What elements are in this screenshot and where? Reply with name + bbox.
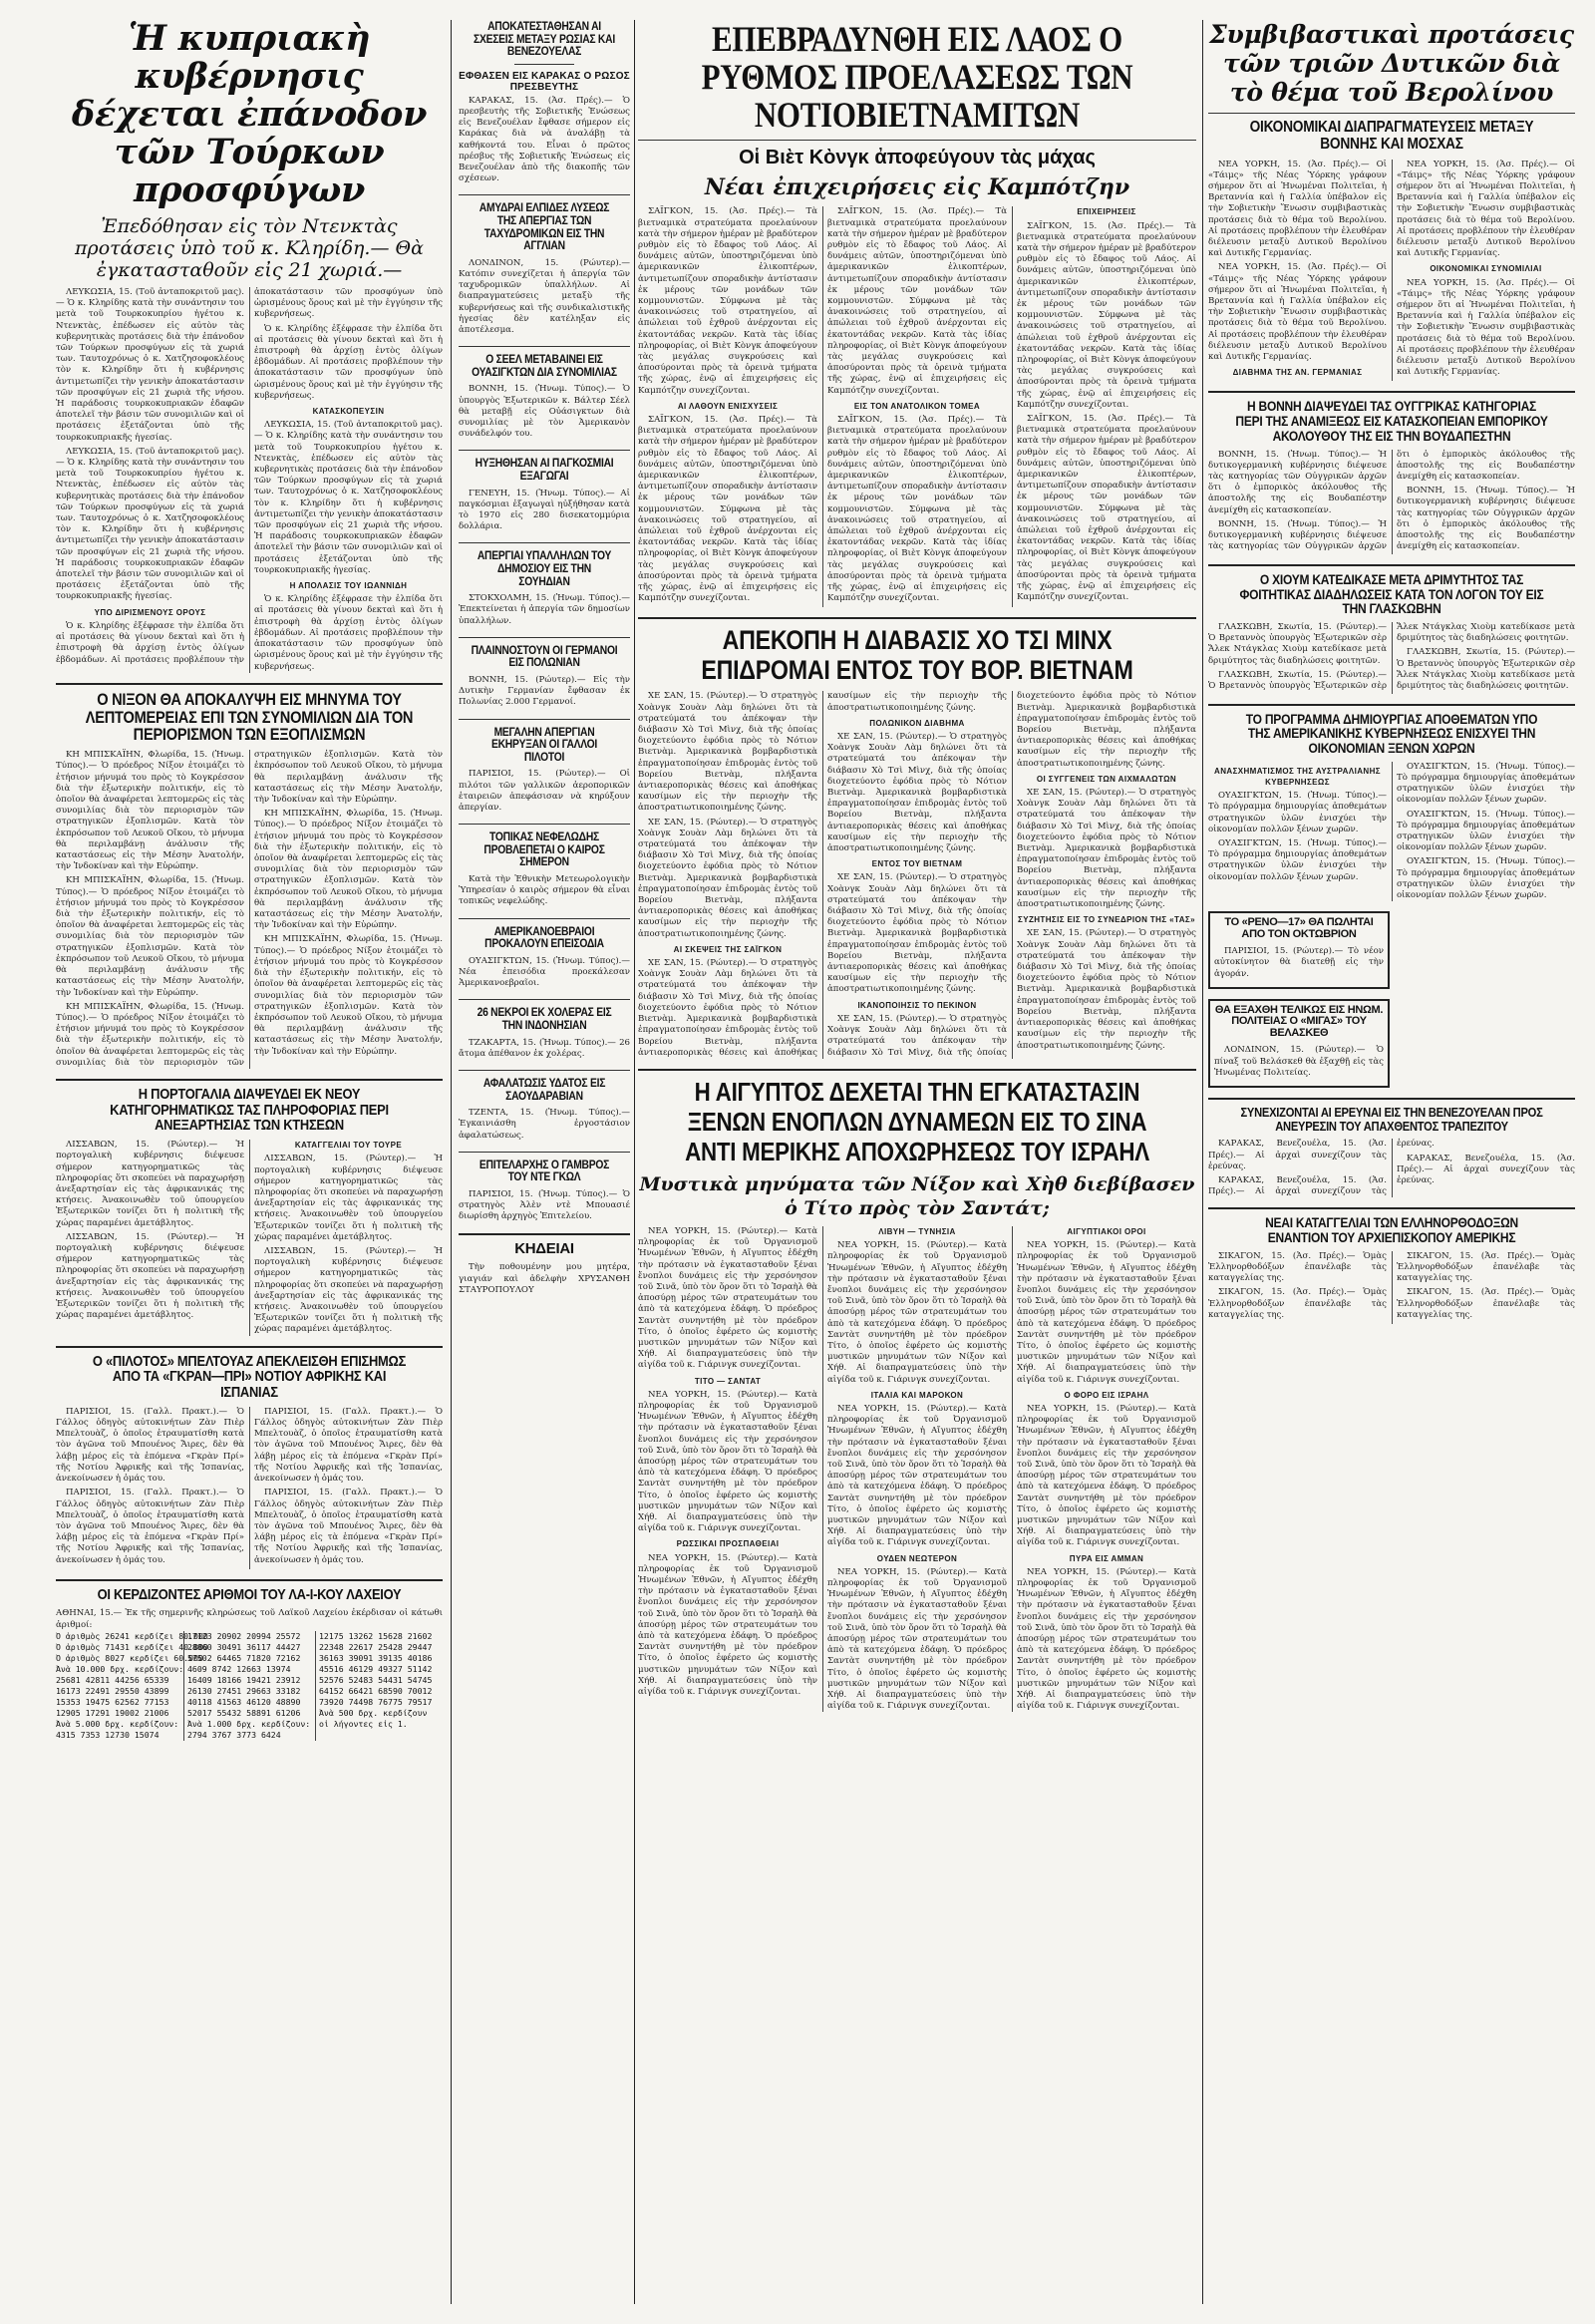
lottery-line: 40118 41563 46120 48890 xyxy=(187,1696,301,1707)
article-body xyxy=(56,1407,443,1569)
section-heading: ΛΙΒΥΗ — ΤΥΝΗΣΙΑ xyxy=(878,1226,956,1236)
headline: ΗΥΞΗΘΗΣΑΝ ΑΙ ΠΑΓΚΟΣΜΙΑΙ ΕΞΑΓΩΓΑΙ xyxy=(475,456,614,483)
article-body xyxy=(1214,946,1384,980)
divider xyxy=(638,617,1196,619)
lottery-line: Ἀνὰ 10.000 δρχ. κερδίζουν: xyxy=(56,1663,184,1674)
paragraph: Ὁ κ. Κληρίδης ἐξέφρασε τὴν ἐλπίδα ὅτι αἱ προτάσεις θὰ γίνουν δεκταὶ καὶ ὅτι ἡ ἐπιστροφὴ θὰ ἀρχίσῃ ἐντὸς ὀλίγων ἑβδομάδων. Αἱ προτάσεις προβλέπουν τὴν ἀποκατάστασιν τῶν προσφύγων ὑπὸ ὡρισμένους ὅρους καὶ μὲ τὴν ἐγγύησιν τῆς κυβερνήσεως. xyxy=(254,323,443,401)
lottery-numbers xyxy=(56,1631,443,1741)
section-heading: ΟΙ ΣΥΓΓΕΝΕΙΣ ΤΩΝ ΑΙΧΜΑΛΩΤΩΝ xyxy=(1036,774,1177,784)
lottery-line: 25681 42811 44256 65339 xyxy=(56,1674,169,1685)
article-body xyxy=(1208,1251,1575,1324)
headline: ΑΠΟΚΑΤΕΣΤΑΘΗΣΑΝ ΑΙ ΣΧΕΣΕΙΣ ΜΕΤΑΞΥ ΡΩΣΙΑΣ ΚΑΙ ΒΕΝΕΖΟΥΕΛΑΣ xyxy=(474,20,615,59)
article-body xyxy=(459,1038,630,1060)
column-rule xyxy=(634,20,635,2304)
paragraph: ΛΕΥΚΩΣΙΑ, 15. (Τοῦ ἀνταποκριτοῦ μας).— Ὁ κ. Κληρίδης κατὰ τὴν συνάντησιν του μετὰ τοῦ Τουρκοκυπρίου ἡγέτου κ. Ντενκτὰς, ἐπέδωσεν εἰς αὐτὸν τὰς κυβερνητικὰς προτάσεις διὰ τὴν ἐπάνοδον τῶν Τούρκων προσφύγων εἰς τὰ χωριά των. Ταυτοχρόνως ὁ κ. Χατζησοφοκλέους τὸν κ. Κληρίδην ὅτι ἡ κυβέρνησις ἀντιμετωπίζει τὴν γενικὴν ἀποκατάστασιν τῶν προσφύγων εἰς 21 χωριὰ τῆς νήσου. Ἡ παράδοσις τουρκοκυπριακῶν ἐδαφῶν ἀποτελεῖ τὴν βάσιν τῶν συνομιλιῶν καὶ οἱ προτάσεις ἐξετάζονται ὑπὸ τῆς τουρκοκυπριακῆς ἡγεσίας. xyxy=(56,287,244,443)
paragraph: ΣΑΪΓΚΟΝ, 15. (Ἀσ. Πρές).— Τὰ βιετναμικὰ στρατεύματα προελαύνουν κατὰ τὴν σήμερον ἡμέραν μὲ βραδύτερον ρυθμὸν εἰς τὸ ἔδαφος τοῦ Λάος. Αἱ δυνάμεις αὐτῶν, ὑποστηριζόμεναι ὑπὸ ἀμερικανικῶν ἐλικοπτέρων, ἀντιμετωπίζουν σποραδικὴν ἀντίστασιν ἐκ μέρους τῶν μονάδων τῶν κομμουνιστῶν. Σύμφωνα μὲ τὰς ἀνακοινώσεις τοῦ στρατηγείου, αἱ ἀπώλειαι τοῦ ἐχθροῦ ἀνέρχονται εἰς ἑκατοντάδας νεκρῶν. Κατὰ τὰς ἰδίας πληροφορίας, οἱ Βιὲτ Κὸνγκ ἀποφεύγουν τὰς μεγάλας συγκρούσεις καὶ ἀποσύρονται πρὸς τὰ ὀρεινὰ τμήματα τῆς χώρας, ἐνῷ αἱ ἐπιχειρήσεις εἰς Καμπότζην συνεχίζονται. xyxy=(638,206,817,396)
paragraph: ΣΙΚΑΓΟΝ, 15. (Ἀσ. Πρές).— Ὁμὰς Ἑλληνορθοδόξων ἐπανέλαβε τὰς καταγγελίας της. xyxy=(1208,1250,1387,1284)
paragraph: ΚΗ ΜΠΙΣΚΑΪΗΝ, Φλωρίδα, 15. (Ἠνωμ. Τύπος).— Ὁ πρόεδρος Νίξον ἐτοιμάζει τὸ ἐτήσιον μήνυμά του πρὸς τὸ Κογκρέσσον διὰ τὴν ἐξωτερικὴν πολιτικήν, εἰς τὸ ὁποῖον θὰ ἀναφέρεται λεπτομερῶς εἰς τὰς συνομιλίας διὰ τὸν περιορισμὸν τῶν στρατηγικῶν ἐξοπλισμῶν. Κατὰ τὸν ἐκπρόσωπον τοῦ Λευκοῦ Οἴκου, τὸ μήνυμα θὰ περιλαμβάνῃ ἀνάλυσιν τῆς καταστάσεως εἰς τὴν Μέσην Ἀνατολήν, τὴν Ἰνδοκίναν καὶ τὴν Εὐρώπην. xyxy=(56,750,443,1068)
section-heading: ΔΙΑΒΗΜΑ ΤΗΣ ΑΝ. ΓΕΡΜΑΝΙΑΣ xyxy=(1232,368,1363,378)
divider xyxy=(1208,564,1575,566)
divider xyxy=(1208,113,1575,114)
section-heading: ΕΠΙΧΕΙΡΗΣΕΙΣ xyxy=(1077,207,1136,217)
lottery-line: Ὁ ἀριθμὸς 71431 κερδίζει 40.000 xyxy=(56,1641,208,1652)
section-heading: ΠΟΛΩΝΙΚΟΝ ΔΙΑΒΗΜΑ xyxy=(869,718,965,728)
paragraph: ΝΕΑ ΥΟΡΚΗ, 15. (Ρώυτερ).— Κατὰ πληροφορίας ἐκ τοῦ Ὀργανισμοῦ Ἡνωμένων Ἐθνῶν, ἡ Αἴγυπτος ἐδέχθη τὴν πρότασιν νὰ ἐγκατασταθοῦν ξέναι ἔνοπλοι δυνάμεις εἰς τὴν χερσόνησον τοῦ Σινᾶ, ὑπὸ τὸν ὅρον ὅτι τὸ Ἰσραὴλ θὰ ἀποσύρῃ μέρος τῶν στρατευμάτων του ἀπὸ τὰ κατεχόμενα ἐδάφη. Ὁ πρόεδρος Σαντὰτ συνηντήθη μὲ τὸν πρόεδρον Τίτο, ὁ ὁποῖος ἐφέρετο ὡς κομιστὴς μυστικῶν μηνυμάτων τῶν Νίξον καὶ Χήθ. Αἱ διαπραγματεύσεις ὑπὸ τὴν αἰγίδα τοῦ κ. Γιάρινγκ συνεχίζονται. xyxy=(638,1389,817,1534)
lottery-line: 52017 55432 58891 61206 xyxy=(187,1707,301,1718)
section-heading: ΑΝΑΣΧΗΜΑΤΙΣΜΟΣ ΤΗΣ ΑΥΣΤΡΑΛΙΑΝΗΣ ΚΥΒΕΡΝΗΣΕΩΣ xyxy=(1214,766,1381,787)
divider xyxy=(459,719,630,720)
divider xyxy=(56,683,443,685)
article-body: ΑΘΗΝΑΙ, 15.— Ἐκ τῆς σημερινῆς κληρώσεως τοῦ Λαϊκοῦ Λαχείου ἐκέρδισαν οἱ κάτωθι ἀριθμοί: xyxy=(56,1608,443,1630)
paragraph: ΝΕΑ ΥΟΡΚΗ, 15. (Ρώυτερ).— Κατὰ πληροφορίας ἐκ τοῦ Ὀργανισμοῦ Ἡνωμένων Ἐθνῶν, ἡ Αἴγυπτος ἐδέχθη τὴν πρότασιν νὰ ἐγκατασταθοῦν ξέναι ἔνοπλοι δυνάμεις εἰς τὴν χερσόνησον τοῦ Σινᾶ, ὑπὸ τὸν ὅρον ὅτι τὸ Ἰσραὴλ θὰ ἀποσύρῃ μέρος τῶν στρατευμάτων του ἀπὸ τὰ κατεχόμενα ἐδάφη. Ὁ πρόεδρος Σαντὰτ συνηντήθη μὲ τὸν πρόεδρον Τίτο, ὁ ὁποῖος ἐφέρετο ὡς κομιστὴς μυστικῶν μηνυμάτων τῶν Νίξον καὶ Χήθ. Αἱ διαπραγματεύσεις ὑπὸ τὴν αἰγίδα τοῦ κ. Γιάρινγκ συνεχίζονται. xyxy=(827,1240,1007,1385)
divider xyxy=(1208,1098,1575,1100)
paragraph: ΛΟΝΔΙΝΟΝ, 15. (Ρώυτερ).— Ὁ πίναξ τοῦ Βελάσκεθ θὰ ἐξαχθῇ εἰς τὰς Ἠνωμένας Πολιτείας. xyxy=(1214,1045,1384,1078)
headline: Η ΑΙΓΥΠΤΟΣ ΔΕΧΕΤΑΙ ΤΗΝ ΕΓΚΑΤΑΣΤΑΣΙΝ ΞΕΝΩΝ ΕΝΟΠΛΩΝ ΔΥΝΑΜΕΩΝ ΕΙΣ ΤΟ ΣΙΝΑ ΑΝΤΙ ΜΕΡΙΚΗΣ ΑΠΟΧΩΡΗΣΕΩΣ ΤΟΥ ΙΣΡΑΗΛ xyxy=(685,1076,1149,1166)
article-russia-venezuela xyxy=(459,20,630,184)
paragraph: ΝΕΑ ΥΟΡΚΗ, 15. (Ρώυτερ).— Κατὰ πληροφορίας ἐκ τοῦ Ὀργανισμοῦ Ἡνωμένων Ἐθνῶν, ἡ Αἴγυπτος ἐδέχθη τὴν πρότασιν νὰ ἐγκατασταθοῦν ξέναι ἔνοπλοι δυνάμεις εἰς τὴν χερσόνησον τοῦ Σινᾶ, ὑπὸ τὸν ὅρον ὅτι τὸ Ἰσραὴλ θὰ ἀποσύρῃ μέρος τῶν στρατευμάτων του ἀπὸ τὰ κατεχόμενα ἐδάφη. Ὁ πρόεδρος Σαντὰτ συνηντήθη μὲ τὸν πρόεδρον Τίτο, ὁ ὁποῖος ἐφέρετο ὡς κομιστὴς μυστικῶν μηνυμάτων τῶν Νίξον καὶ Χήθ. Αἱ διαπραγματεύσεις ὑπὸ τὴν αἰγίδα τοῦ κ. Γιάρινγκ συνεχίζονται. xyxy=(638,1225,817,1371)
divider xyxy=(459,1152,630,1153)
paragraph: ΛΙΣΣΑΒΩΝ, 15. (Ρώυτερ).— Ἡ πορτογαλικὴ κυβέρνησις διέψευσε σήμερον κατηγορηματικῶς τὰς πληροφορίας ὅτι σκοπεύει νὰ παραχωρήσῃ ἀνεξαρτησίαν εἰς τὰς ἀφρικανικάς της κτήσεις. Ἀνακοινωθὲν τοῦ ὑπουργείου Ἐξωτερικῶν τονίζει ὅτι ἡ πολιτικὴ τῆς χώρας παραμένει ἀμετάβλητος. xyxy=(254,1154,443,1242)
paragraph: ΣΙΚΑΓΟΝ, 15. (Ἀσ. Πρές).— Ὁμὰς Ἑλληνορθοδόξων ἐπανέλαβε τὰς καταγγελίας της. xyxy=(1397,1250,1575,1284)
column-4 xyxy=(1208,20,1575,2304)
article-body xyxy=(459,675,630,709)
subheadline: Ἐπεδόθησαν εἰς τὸν Ντενκτὰς προτάσεις ὑπὸ τοῦ κ. Κληρίδη.— Θὰ ἐγκατασταθοῦν εἰς 21 χωριά.— xyxy=(75,215,424,281)
paragraph: ΒΟΝΝΗ, 15. (Ἠνωμ. Τύπος).— Ἡ δυτικογερμανικὴ κυβέρνησις διέψευσε τὰς κατηγορίας τῶν Οὐγγρικῶν ἀρχῶν ὅτι ὁ ἐμπορικὸς ἀκόλουθος τῆς ἀποστολῆς της εἰς Βουδαπέστην ἀνεμίχθη εἰς κατασκοπείαν. xyxy=(1208,449,1575,552)
column-rule xyxy=(451,20,452,2304)
article-body xyxy=(459,956,630,990)
headline: ΝΕΑΙ ΚΑΤΑΓΓΕΛΙΑΙ ΤΩΝ ΕΛΛΗΝΟΡΘΟΔΟΞΩΝ ΕΝΑΝΤΙΟΝ ΤΟΥ ΑΡΧΙΕΠΙΣΚΟΠΟΥ ΑΜΕΡΙΚΗΣ xyxy=(1265,1214,1518,1246)
section-heading: ΚΑΤΑΣΚΟΠΕΥΣΙΝ xyxy=(312,407,385,417)
article-body xyxy=(1208,622,1575,694)
headline: ΕΠΕΒΡΑΔΥΝΘΗ ΕΙΣ ΛΑΟΣ Ο ΡΥΘΜΟΣ ΠΡΟΕΛΑΣΕΩΣ ΤΩΝ ΝΟΤΙΟΒΙΕΤΝΑΜΙΤΩΝ xyxy=(701,20,1133,135)
section-heading: ΟΥΔΕΝ ΝΕΩΤΕΡΟΝ xyxy=(876,1553,958,1563)
paragraph: ΧΕ ΣΑΝ, 15. (Ρώυτερ).— Ὁ στρατηγὸς Χοὰνγκ Σουὰν Λὰμ δηλώνει ὅτι τὰ στρατεύματά του ἀπέκοψαν τὴν διάβασιν Χὸ Τσὶ Μὶνχ, διὰ τῆς ὁποίας διοχετεύοντο ἐφόδια πρὸς τὸ Νότιον Βιετνὰμ. Ἀμερικανικὰ βομβαρδιστικὰ ἐπραγματοποίησαν ἐπιδρομὰς ἐντὸς τοῦ Βορείου Βιετνὰμ, πλήξαντα ἀντιαεροπορικὰς θέσεις καὶ ἀποθήκας καυσίμων εἰς τὴν περιοχὴν τῆς ἀποστρατιωτικοποιημένης ζώνης. xyxy=(1017,928,1196,1051)
headline: Ο ΝΙΞΟΝ ΘΑ ΑΠΟΚΑΛΥΨΗ ΕΙΣ ΜΗΝΥΜΑ ΤΟΥ ΛΕΠΤΟΜΕΡΕΙΑΣ ΕΠΙ ΤΩΝ ΣΥΝΟΜΙΛΙΩΝ ΔΙΑ ΤΟΝ ΠΕΡΙΟΡΙΣΜΟΝ ΤΩΝ ΕΞΟΠΛΙΣΜΩΝ xyxy=(85,689,414,745)
headline: 26 ΝΕΚΡΟΙ ΕΚ ΧΟΛΕΡΑΣ ΕΙΣ ΤΗΝ ΙΝΔΟΝΗΣΙΑΝ xyxy=(477,1005,612,1032)
headline: ΣΥΝΕΧΙΖΟΝΤΑΙ ΑΙ ΕΡΕΥΝΑΙ ΕΙΣ ΤΗΝ ΒΕΝΕΖΟΥΕΛΑΝ ΠΡΟΣ ΑΝΕΥΡΕΣΙΝ ΤΟΥ ΑΠΑΧΘΕΝΤΟΣ ΤΡΑΠΕΖΙΤΟΥ xyxy=(1240,1105,1543,1134)
divider xyxy=(459,1233,630,1235)
paragraph: ΒΟΝΝΗ, 15. (Ρώυτερ).— Εἰς τὴν Δυτικὴν Γερμανίαν ἔφθασαν ἐκ Πολωνίας 2.000 Γερμανοί. xyxy=(459,674,630,708)
paragraph: ΝΕΑ ΥΟΡΚΗ, 15. (Ἀσ. Πρές).— Οἱ «Τάιμς» τῆς Νέας Ὑόρκης γράφουν σήμερον ὅτι αἱ Ἡνωμέναι Πολιτεῖαι, ἡ Βρεταννία καὶ ἡ Γαλλία ὑπέβαλον εἰς τὴν Σοβιετικὴν Ἕνωσιν συμβιβαστικὰς προτάσεις διὰ τὸ θέμα τοῦ Βερολίνου. Αἱ προτάσεις προβλέπουν τὴν ἐλευθέραν διέλευσιν μεταξὺ Δυτικοῦ Βερολίνου καὶ Δυτικῆς Γερμανίας. xyxy=(1208,159,1387,259)
article-body xyxy=(459,384,630,440)
paragraph: ΛΕΥΚΩΣΙΑ, 15. (Τοῦ ἀνταποκριτοῦ μας).— Ὁ κ. Κληρίδης κατὰ τὴν συνάντησιν του μετὰ τοῦ Τουρκοκυπρίου ἡγέτου κ. Ντενκτὰς, ἐπέδωσεν εἰς αὐτὸν τὰς κυβερνητικὰς προτάσεις διὰ τὴν ἐπάνοδον τῶν Τούρκων προσφύγων εἰς τὰ χωριά των. Ταυτοχρόνως ὁ κ. Χατζησοφοκλέους τὸν κ. Κληρίδην ὅτι ἡ κυβέρνησις ἀντιμετωπίζει τὴν γενικὴν ἀποκατάστασιν τῶν προσφύγων εἰς 21 χωριὰ τῆς νήσου. Ἡ παράδοσις τουρκοκυπριακῶν ἐδαφῶν ἀποτελεῖ τὴν βάσιν τῶν συνομιλιῶν καὶ οἱ προτάσεις ἐξετάζονται ὑπὸ τῆς τουρκοκυπριακῆς ἡγεσίας. xyxy=(254,420,443,575)
paragraph: ΣΑΪΓΚΟΝ, 15. (Ἀσ. Πρές).— Τὰ βιετναμικὰ στρατεύματα προελαύνουν κατὰ τὴν σήμερον ἡμέραν μὲ βραδύτερον ρυθμὸν εἰς τὸ ἔδαφος τοῦ Λάος. Αἱ δυνάμεις αὐτῶν, ὑποστηριζόμεναι ὑπὸ ἀμερικανικῶν ἐλικοπτέρων, ἀντιμετωπίζουν σποραδικὴν ἀντίστασιν ἐκ μέρους τῶν μονάδων τῶν κομμουνιστῶν. Σύμφωνα μὲ τὰς ἀνακοινώσεις τοῦ στρατηγείου, αἱ ἀπώλειαι τοῦ ἐχθροῦ ἀνέρχονται εἰς ἑκατοντάδας νεκρῶν. Κατὰ τὰς ἰδίας πληροφορίας, οἱ Βιὲτ Κὸνγκ ἀποφεύγουν τὰς μεγάλας συγκρούσεις καὶ ἀποσύρονται πρὸς τὰ ὀρεινὰ τμήματα τῆς χώρας, ἐνῷ αἱ ἐπιχειρήσεις εἰς Καμπότζην συνεχίζονται. xyxy=(827,414,1007,604)
divider xyxy=(459,346,630,347)
paragraph: ΟΥΑΣΙΓΚΤΩΝ, 15. (Ἠνωμ. Τύπος).— Νέα ἐπεισόδια προεκάλεσαν Ἀμερικανοεβραῖοι. xyxy=(459,955,630,989)
paragraph: ΚΗ ΜΠΙΣΚΑΪΗΝ, Φλωρίδα, 15. (Ἠνωμ. Τύπος).— Ὁ πρόεδρος Νίξον ἐτοιμάζει τὸ ἐτήσιον μήνυμά του πρὸς τὸ Κογκρέσσον διὰ τὴν ἐξωτερικὴν πολιτικήν, εἰς τὸ ὁποῖον θὰ ἀναφέρεται λεπτομερῶς εἰς τὰς συνομιλίας διὰ τὸν περιορισμὸν τῶν στρατηγικῶν ἐξοπλισμῶν. Κατὰ τὸν ἐκπρόσωπον τοῦ Λευκοῦ Οἴκου, τὸ μήνυμα θὰ περιλαμβάνῃ ἀνάλυσιν τῆς καταστάσεως εἰς τὴν Μέσην Ἀνατολήν, τὴν Ἰνδοκίναν καὶ τὴν Εὐρώπην. xyxy=(254,934,443,1057)
divider xyxy=(459,824,630,825)
subheadline: Οἱ Βιὲτ Κὸνγκ ἀποφεύγουν τὰς μάχας xyxy=(739,147,1096,168)
divider xyxy=(638,1069,1196,1071)
section-heading: ΑΙ ΛΑΘΟΥΝ ΕΝΙΣΧΥΣΕΙΣ xyxy=(677,401,779,411)
lottery-line: 12175 13262 15628 21602 xyxy=(319,1630,433,1641)
paragraph: ΤΖΕΝΤΑ, 15. (Ἠνωμ. Τύπος).— Ἐγκαινιάσθη ἐργοστάσιον ἀφαλατώσεως. xyxy=(459,1108,630,1141)
paragraph: ΒΟΝΝΗ, 15. (Ἠνωμ. Τύπος).— Ἡ δυτικογερμανικὴ κυβέρνησις διέψευσε τὰς κατηγορίας τῶν Οὐγγρικῶν ἀρχῶν ὅτι ὁ ἐμπορικὸς ἀκόλουθος τῆς ἀποστολῆς της εἰς Βουδαπέστην ἀνεμίχθη εἰς κατασκοπείαν. xyxy=(1397,486,1575,552)
paragraph: ΓΕΝΕΥΗ, 15. (Ἠνωμ. Τύπος).— Αἱ παγκόσμιαι ἐξαγωγαὶ ηὐξήθησαν κατὰ τὸ 1970 εἰς 280 δισεκατομμύρια δολλάρια. xyxy=(459,488,630,532)
paragraph: ΠΑΡΙΣΙΟΙ, 15. (Γαλλ. Πρακτ.).— Ὁ Γάλλος ὁδηγὸς αὐτοκινήτων Ζὰν Πιὲρ Μπελτουὰζ, ὁ ὁποῖος ἐτραυματίσθη κατὰ τὸν ἀγῶνα τοῦ Μπουένος Ἄιρες, δὲν θὰ λάβῃ μέρος εἰς τὰ ἑπόμενα «Γκρὰν Πρί» τῆς Νοτίου Ἀφρικῆς καὶ τῆς Ἱσπανίας, ἀνεκοίνωσεν ἡ ὁμάς του. xyxy=(56,1488,244,1565)
paragraph: ΚΑΡΑΚΑΣ, Βενεζουέλα, 15. (Ἀσ. Πρές).— Αἱ ἀρχαὶ συνεχίζουν τὰς ἐρεύνας. xyxy=(1208,1139,1435,1197)
divider xyxy=(459,999,630,1000)
column-2 xyxy=(459,20,630,2304)
lottery-line: 22348 22617 25428 29447 xyxy=(319,1641,433,1652)
lottery-line: Ἀνὰ 1.000 δρχ. κερδίζουν: xyxy=(187,1718,311,1729)
section-heading: ΣΥΖΗΤΗΣΙΣ ΕΙΣ ΤΟ ΣΥΝΕΔΡΙΟΝ ΤΗΣ «ΤΑΣ» xyxy=(1018,915,1195,925)
divider xyxy=(1208,391,1575,393)
divider xyxy=(459,637,630,638)
article-body xyxy=(459,1108,630,1142)
paragraph: ΝΕΑ ΥΟΡΚΗ, 15. (Ἀσ. Πρές).— Οἱ «Τάιμς» τῆς Νέας Ὑόρκης γράφουν σήμερον ὅτι αἱ Ἡνωμέναι Πολιτεῖαι, ἡ Βρεταννία καὶ ἡ Γαλλία ὑπέβαλον εἰς τὴν Σοβιετικὴν Ἕνωσιν συμβιβαστικὰς προτάσεις διὰ τὸ θέμα τοῦ Βερολίνου. Αἱ προτάσεις προβλέπουν τὴν ἐλευθέραν διέλευσιν μεταξὺ Δυτικοῦ Βερολίνου καὶ Δυτικῆς Γερμανίας. xyxy=(1397,159,1575,259)
headline: Η ΒΟΝΝΗ ΔΙΑΨΕΥΔΕΙ ΤΑΣ ΟΥΓΓΡΙΚΑΣ ΚΑΤΗΓΟΡΙΑΣ ΠΕΡΙ ΤΗΣ ΑΝΑΜΙΞΕΩΣ ΕΙΣ ΚΑΤΑΣΚΟΠΕΙΑΝ ΕΜΠΟΡΙΚΟΥ ΑΚΟΛΟΥΘΟΥ ΤΗΣ ΕΙΣ ΤΗΝ ΒΟΥΔΑΠΕΣΤΗΝ xyxy=(1235,398,1548,444)
lottery-line: 45516 46129 49327 51142 xyxy=(319,1663,433,1674)
paragraph: ΠΑΡΙΣΙΟΙ, 15. (Ρώυτερ).— Οἱ πιλότοι τῶν γαλλικῶν ἀεροπορικῶν ἑταιρειῶν ἀπεφάσισαν νὰ κηρύξουν ἀπεργίαν. xyxy=(459,769,630,813)
paragraph: ΓΛΑΣΚΩΒΗ, Σκωτία, 15. (Ρώυτερ).— Ὁ Βρεταννὸς ὑπουργὸς Ἐξωτερικῶν σὲρ Ἄλεκ Ντάγκλας Χιοὺμ κατεδίκασε μετὰ δριμύτητος τὰς διαδηλώσεις φοιτητῶν. xyxy=(1208,621,1387,666)
paragraph: ΝΕΑ ΥΟΡΚΗ, 15. (Ρώυτερ).— Κατὰ πληροφορίας ἐκ τοῦ Ὀργανισμοῦ Ἡνωμένων Ἐθνῶν, ἡ Αἴγυπτος ἐδέχθη τὴν πρότασιν νὰ ἐγκατασταθοῦν ξέναι ἔνοπλοι δυνάμεις εἰς τὴν χερσόνησον τοῦ Σινᾶ, ὑπὸ τὸν ὅρον ὅτι τὸ Ἰσραὴλ θὰ ἀποσύρῃ μέρος τῶν στρατευμάτων του ἀπὸ τὰ κατεχόμενα ἐδάφη. Ὁ πρόεδρος Σαντὰτ συνηντήθη μὲ τὸν πρόεδρον Τίτο, ὁ ὁποῖος ἐφέρετο ὡς κομιστὴς μυστικῶν μηνυμάτων τῶν Νίξον καὶ Χήθ. Αἱ διαπραγματεύσεις ὑπὸ τὴν αἰγίδα τοῦ κ. Γιάρινγκ συνεχίζονται. xyxy=(1017,1403,1196,1548)
lottery-line: 16409 18166 19421 23912 xyxy=(187,1674,301,1685)
article-bonn-hungary xyxy=(1208,399,1575,553)
article-lottery xyxy=(56,1587,443,1741)
paragraph: ΣΑΪΓΚΟΝ, 15. (Ἀσ. Πρές).— Τὰ βιετναμικὰ στρατεύματα προελαύνουν κατὰ τὴν σήμερον ἡμέραν μὲ βραδύτερον ρυθμὸν εἰς τὸ ἔδαφος τοῦ Λάος. Αἱ δυνάμεις αὐτῶν, ὑποστηριζόμεναι ὑπὸ ἀμερικανικῶν ἐλικοπτέρων, ἀντιμετωπίζουν σποραδικὴν ἀντίστασιν ἐκ μέρους τῶν μονάδων τῶν κομμουνιστῶν. Σύμφωνα μὲ τὰς ἀνακοινώσεις τοῦ στρατηγείου, αἱ ἀπώλειαι τοῦ ἐχθροῦ ἀνέρχονται εἰς ἑκατοντάδας νεκρῶν. Κατὰ τὰς ἰδίας πληροφορίας, οἱ Βιὲτ Κὸνγκ ἀποφεύγουν τὰς μεγάλας συγκρούσεις καὶ ἀποσύρονται πρὸς τὰ ὀρεινὰ τμήματα τῆς χώρας, ἐνῷ αἱ ἐπιχειρήσεις εἰς Καμπότζην συνεχίζονται. xyxy=(638,414,817,604)
divider xyxy=(459,450,630,451)
headline: Η ΠΟΡΤΟΓΑΛΙΑ ΔΙΑΨΕΥΔΕΙ ΕΚ ΝΕΟΥ ΚΑΤΗΓΟΡΗΜΑΤΙΚΩΣ ΤΑΣ ΠΛΗΡΟΦΟΡΙΑΣ ΠΕΡΙ ΑΝΕΞΑΡΤΗΣΙΑΣ ΤΩΝ ΚΤΗΣΕΩΝ xyxy=(110,1085,389,1135)
section-heading: ΑΙΓΥΠΤΙΑΚΟΙ ΟΡΟΙ xyxy=(1067,1226,1146,1236)
section-heading: ΙΚΑΝΟΠΟΙΗΣΙΣ ΤΟ ΠΕΚΙΝΟΝ xyxy=(857,1000,977,1010)
divider xyxy=(56,1346,443,1348)
subheadline: ΟΙΚΟΝΟΜΙΚΑΙ ΔΙΑΠΡΑΓΜΑΤΕΥΣΕΙΣ ΜΕΤΑΞΥ ΒΟΝΝΗΣ ΚΑΙ ΜΟΣΧΑΣ xyxy=(1249,119,1534,153)
paragraph: ΣΑΪΓΚΟΝ, 15. (Ἀσ. Πρές).— Τὰ βιετναμικὰ στρατεύματα προελαύνουν κατὰ τὴν σήμερον ἡμέραν μὲ βραδύτερον ρυθμὸν εἰς τὸ ἔδαφος τοῦ Λάος. Αἱ δυνάμεις αὐτῶν, ὑποστηριζόμεναι ὑπὸ ἀμερικανικῶν ἐλικοπτέρων, ἀντιμετωπίζουν σποραδικὴν ἀντίστασιν ἐκ μέρους τῶν μονάδων τῶν κομμουνιστῶν. Σύμφωνα μὲ τὰς ἀνακοινώσεις τοῦ στρατηγείου, αἱ ἀπώλειαι τοῦ ἐχθροῦ ἀνέρχονται εἰς ἑκατοντάδας νεκρῶν. Κατὰ τὰς ἰδίας πληροφορίας, οἱ Βιὲτ Κὸνγκ ἀποφεύγουν τὰς μεγάλας συγκρούσεις καὶ ἀποσύρονται πρὸς τὰ ὀρεινὰ τμήματα τῆς χώρας, ἐνῷ αἱ ἐπιχειρήσεις εἰς Καμπότζην συνεχίζονται. xyxy=(827,206,1007,396)
paragraph: ΧΕ ΣΑΝ, 15. (Ρώυτερ).— Ὁ στρατηγὸς Χοὰνγκ Σουὰν Λὰμ δηλώνει ὅτι τὰ στρατεύματά του ἀπέκοψαν τὴν διάβασιν Χὸ Τσὶ Μὶνχ, διὰ τῆς ὁποίας διοχετεύοντο ἐφόδια πρὸς τὸ Νότιον Βιετνὰμ. Ἀμερικανικὰ βομβαρδιστικὰ ἐπραγματοποίησαν ἐπιδρομὰς ἐντὸς τοῦ Βορείου Βιετνὰμ, πλήξαντα ἀντιαεροπορικὰς θέσεις καὶ ἀποθήκας καυσίμων εἰς τὴν περιοχὴν τῆς ἀποστρατιωτικοποιημένης ζώνης. xyxy=(827,872,1007,995)
paragraph: ΛΙΣΣΑΒΩΝ, 15. (Ρώυτερ).— Ἡ πορτογαλικὴ κυβέρνησις διέψευσε σήμερον κατηγορηματικῶς τὰς πληροφορίας ὅτι σκοπεύει νὰ παραχωρήσῃ ἀνεξαρτησίαν εἰς τὰς ἀφρικανικάς της κτήσεις. Ἀνακοινωθὲν τοῦ ὑπουργείου Ἐξωτερικῶν τονίζει ὅτι ἡ πολιτικὴ τῆς χώρας παραμένει ἀμετάβλητος. xyxy=(56,1231,244,1321)
article-cholera xyxy=(459,1006,630,1060)
headline: Ο «ΠΙΛΟΤΟΣ» ΜΠΕΛΤΟΥΑΖ ΑΠΕΚΛΕΙΣΘΗ ΕΠΙΣΗΜΩΣ ΑΠΟ ΤΑ «ΓΚΡΑΝ—ΠΡΙ» ΝΟΤΙΟΥ ΑΦΡΙΚΗΣ ΚΑΙ ΙΣΠΑΝΙΑΣ xyxy=(92,1352,407,1402)
paragraph: Ὁ κ. Κληρίδης ἐξέφρασε τὴν ἐλπίδα ὅτι αἱ προτάσεις θὰ γίνουν δεκταὶ καὶ ὅτι ἡ ἐπιστροφὴ θὰ ἀρχίσῃ ἐντὸς ὀλίγων ἑβδομάδων. Αἱ προτάσεις προβλέπουν τὴν ἀποκατάστασιν τῶν προσφύγων ὑπὸ ὡρισμένους ὅρους καὶ μὲ τὴν ἐγγύησιν τῆς κυβερνήσεως. xyxy=(254,594,443,672)
headline: ΕΠΙΤΕΛΑΡΧΗΣ Ο ΓΑΜΒΡΟΣ ΤΟΥ ΝΤΕ ΓΚΩΛ xyxy=(478,1157,610,1184)
lottery-line: Ἀνὰ 5.000 δρχ. κερδίζουν: xyxy=(56,1718,179,1729)
article-body xyxy=(459,769,630,814)
lottery-line: 15353 19475 62562 77153 xyxy=(56,1696,169,1707)
paragraph: ΠΑΡΙΣΙΟΙ, 15. (Γαλλ. Πρακτ.).— Ὁ Γάλλος ὁδηγὸς αὐτοκινήτων Ζὰν Πιὲρ Μπελτουὰζ, ὁ ὁποῖος ἐτραυματίσθη κατὰ τὸν ἀγῶνα τοῦ Μπουένος Ἄιρες, δὲν θὰ λάβῃ μέρος εἰς τὰ ἑπόμενα «Γκρὰν Πρί» τῆς Νοτίου Ἀφρικῆς καὶ τῆς Ἱσπανίας, ἀνεκοίνωσεν ἡ ὁμάς του. xyxy=(56,1406,244,1485)
article-body xyxy=(459,258,630,336)
article-portugal xyxy=(56,1087,443,1336)
article-american-jews xyxy=(459,925,630,990)
headline: ΚΗΔΕΙΑΙ xyxy=(514,1239,574,1257)
article-body xyxy=(459,593,630,627)
paragraph: ΚΗ ΜΠΙΣΚΑΪΗΝ, Φλωρίδα, 15. (Ἠνωμ. Τύπος).— Ὁ πρόεδρος Νίξον ἐτοιμάζει τὸ ἐτήσιον μήνυμά του πρὸς τὸ Κογκρέσσον διὰ τὴν ἐξωτερικὴν πολιτικήν, εἰς τὸ ὁποῖον θὰ ἀναφέρεται λεπτομερῶς εἰς τὰς συνομιλίας διὰ τὸν περιορισμὸν τῶν στρατηγικῶν ἐξοπλισμῶν. Κατὰ τὸν ἐκπρόσωπον τοῦ Λευκοῦ Οἴκου, τὸ μήνυμα θὰ περιλαμβάνῃ ἀνάλυσιν τῆς καταστάσεως εἰς τὴν Μέσην Ἀνατολήν, τὴν Ἰνδοκίναν καὶ τὴν Εὐρώπην. xyxy=(56,750,244,872)
lottery-line: 36163 39091 39135 40186 xyxy=(319,1652,433,1663)
article-germans-poland xyxy=(459,644,630,709)
article-body xyxy=(459,1262,630,1296)
paragraph: ΛΟΝΔΙΝΟΝ, 15. (Ρώυτερ).— Κατόπιν συνεχίζεται ἡ ἀπεργία τῶν ταχυδρομικῶν ὑπαλλήλων. Αἱ διαπραγματεύσεις μεταξὺ τῆς κυβερνήσεως καὶ τῆς συνδικαλιστικῆς ἡγεσίας δὲν κατέληξαν εἰς ἀποτέλεσμα. xyxy=(459,257,630,335)
article-scheel xyxy=(459,353,630,440)
paragraph: ΣΑΪΓΚΟΝ, 15. (Ἀσ. Πρές).— Τὰ βιετναμικὰ στρατεύματα προελαύνουν κατὰ τὴν σήμερον ἡμέραν μὲ βραδύτερον ρυθμὸν εἰς τὸ ἔδαφος τοῦ Λάος. Αἱ δυνάμεις αὐτῶν, ὑποστηριζόμεναι ὑπὸ ἀμερικανικῶν ἐλικοπτέρων, ἀντιμετωπίζουν σποραδικὴν ἀντίστασιν ἐκ μέρους τῶν μονάδων τῶν κομμουνιστῶν. Σύμφωνα μὲ τὰς ἀνακοινώσεις τοῦ στρατηγείου, αἱ ἀπώλειαι τοῦ ἐχθροῦ ἀνέρχονται εἰς ἑκατοντάδας νεκρῶν. Κατὰ τὰς ἰδίας πληροφορίας, οἱ Βιὲτ Κὸνγκ ἀποφεύγουν τὰς μεγάλας συγκρούσεις καὶ ἀποσύρονται πρὸς τὰ ὀρεινὰ τμήματα τῆς χώρας, ἐνῷ αἱ ἐπιχειρήσεις εἰς Καμπότζην συνεχίζονται. xyxy=(1017,220,1196,410)
section-heading: ΚΑΤΑΓΓΕΛΙΑΙ ΤΟΥ ΤΟΥΡΕ xyxy=(294,1141,403,1151)
paragraph: ΟΥΑΣΙΓΚΤΩΝ, 15. (Ἠνωμ. Τύπος).— Τὸ πρόγραμμα δημιουργίας ἀποθεμάτων στρατηγικῶν ὑλῶν ἐνισχύει τὴν οἰκονομίαν πολλῶν ξένων χωρῶν. xyxy=(1208,791,1387,834)
paragraph: ΝΕΑ ΥΟΡΚΗ, 15. (Ἀσ. Πρές).— Οἱ «Τάιμς» τῆς Νέας Ὑόρκης γράφουν σήμερον ὅτι αἱ Ἡνωμέναι Πολιτεῖαι, ἡ Βρεταννία καὶ ἡ Γαλλία ὑπέβαλον εἰς τὴν Σοβιετικὴν Ἕνωσιν συμβιβαστικὰς προτάσεις διὰ τὸ θέμα τοῦ Βερολίνου. Αἱ προτάσεις προβλέπουν τὴν ἐλευθέραν διέλευσιν μεταξὺ Δυτικοῦ Βερολίνου καὶ Δυτικῆς Γερμανίας. xyxy=(1397,277,1575,378)
divider xyxy=(514,64,574,65)
divider xyxy=(56,1579,443,1581)
headline: ΑΠΕΡΓΙΑΙ ΥΠΑΛΛΗΛΩΝ ΤΟΥ ΔΗΜΟΣΙΟΥ ΕΙΣ ΤΗΝ ΣΟΥΗΔΙΑΝ xyxy=(477,548,612,588)
article-ho-chi-minh-trail xyxy=(638,625,1196,1059)
article-body xyxy=(56,1140,443,1335)
paragraph: ΣΤΟΚΧΟΛΜΗ, 15. (Ἠνωμ. Τύπος).— Ἐπεκτείνεται ἡ ἀπεργία τῶν δημοσίων ὑπαλλήλων. xyxy=(459,593,630,626)
article-sweden-strike xyxy=(459,549,630,626)
headline: Ο ΧΙΟΥΜ ΚΑΤΕΔΙΚΑΣΕ ΜΕΤΑ ΔΡΙΜΥΤΗΤΟΣ ΤΑΣ ΦΟΙΤΗΤΙΚΑΣ ΔΙΑΔΗΛΩΣΕΙΣ ΚΑΤΑ ΤΟΝ ΛΟΓΟΝ ΤΟΥ ΕΙΣ ΤΗΝ ΓΛΑΣΚΩΒΗΝ xyxy=(1239,570,1544,617)
paragraph: ΝΕΑ ΥΟΡΚΗ, 15. (Ρώυτερ).— Κατὰ πληροφορίας ἐκ τοῦ Ὀργανισμοῦ Ἡνωμένων Ἐθνῶν, ἡ Αἴγυπτος ἐδέχθη τὴν πρότασιν νὰ ἐγκατασταθοῦν ξέναι ἔνοπλοι δυνάμεις εἰς τὴν χερσόνησον τοῦ Σινᾶ, ὑπὸ τὸν ὅρον ὅτι τὸ Ἰσραὴλ θὰ ἀποσύρῃ μέρος τῶν στρατευμάτων του ἀπὸ τὰ κατεχόμενα ἐδάφη. Ὁ πρόεδρος Σαντὰτ συνηντήθη μὲ τὸν πρόεδρον Τίτο, ὁ ὁποῖος ἐφέρετο ὡς κομιστὴς μυστικῶν μηνυμάτων τῶν Νίξον καὶ Χήθ. Αἱ διαπραγματεύσεις ὑπὸ τὴν αἰγίδα τοῦ κ. Γιάρινγκ συνεχίζονται. xyxy=(827,1403,1007,1548)
article-body xyxy=(56,287,443,673)
article-body xyxy=(459,1189,630,1223)
lottery-line: 2794 3767 3773 6424 xyxy=(187,1729,281,1740)
section-heading: ΕΝΤΟΣ ΤΟΥ ΒΙΕΤΝΑΜ xyxy=(871,859,963,869)
section-heading: Η ΑΠΟΛΑΣΙΣ ΤΟΥ ΙΩΑΝΝΙΔΗ xyxy=(289,581,408,591)
paragraph: ΒΟΝΝΗ, 15. (Ἠνωμ. Τύπος).— Ὁ ὑπουργὸς Ἐξωτερικῶν κ. Βάλτερ Σέελ θὰ μεταβῇ εἰς Οὐάσιγκτων διὰ συνομιλίας μὲ τὸν Ἀμερικανὸν συνάδελφόν του. xyxy=(459,384,630,440)
article-body xyxy=(638,1226,1196,1713)
section-heading: ΙΤΑΛΙΑ ΚΑΙ ΜΑΡΟΚΟΝ xyxy=(870,1390,964,1400)
section-heading: ΤΙΤΟ — ΣΑΝΤΑΤ xyxy=(694,1376,762,1386)
paragraph: ΚΗ ΜΠΙΣΚΑΪΗΝ, Φλωρίδα, 15. (Ἠνωμ. Τύπος).— Ὁ πρόεδρος Νίξον ἐτοιμάζει τὸ ἐτήσιον μήνυμά του πρὸς τὸ Κογκρέσσον διὰ τὴν ἐξωτερικὴν πολιτικήν, εἰς τὸ ὁποῖον θὰ ἀναφέρεται λεπτομερῶς εἰς τὰς συνομιλίας διὰ τὸν περιορισμὸν τῶν στρατηγικῶν ἐξοπλισμῶν. Κατὰ τὸν ἐκπρόσωπον τοῦ Λευκοῦ Οἴκου, τὸ μήνυμα θὰ περιλαμβάνῃ ἀνάλυσιν τῆς καταστάσεως εἰς τὴν Μέσην Ἀνατολήν, τὴν Ἰνδοκίναν καὶ τὴν Εὐρώπην. xyxy=(56,875,244,998)
paragraph: ΧΕ ΣΑΝ, 15. (Ρώυτερ).— Ὁ στρατηγὸς Χοὰνγκ Σουὰν Λὰμ δηλώνει ὅτι τὰ στρατεύματά του ἀπέκοψαν τὴν διάβασιν Χὸ Τσὶ Μὶνχ, διὰ τῆς ὁποίας διοχετεύοντο ἐφόδια πρὸς τὸ Νότιον Βιετνὰμ. Ἀμερικανικὰ βομβαρδιστικὰ ἐπραγματοποίησαν ἐπιδρομὰς ἐντὸς τοῦ Βορείου Βιετνὰμ, πλήξαντα ἀντιαεροπορικὰς θέσεις καὶ ἀποθήκας καυσίμων εἰς τὴν περιοχὴν τῆς ἀποστρατιωτικοποιημένης ζώνης. xyxy=(827,691,1196,1058)
paragraph: ΣΙΚΑΓΟΝ, 15. (Ἀσ. Πρές).— Ὁμὰς Ἑλληνορθοδόξων ἐπανέλαβε τὰς καταγγελίας της. xyxy=(1208,1287,1387,1320)
divider xyxy=(638,140,1196,141)
article-egypt-sinai xyxy=(638,1077,1196,1713)
article-de-gaulle-son-in-law xyxy=(459,1159,630,1223)
paragraph: ΟΥΑΣΙΓΚΤΩΝ, 15. (Ἠνωμ. Τύπος).— Τὸ πρόγραμμα δημιουργίας ἀποθεμάτων στρατηγικῶν ὑλῶν ἐνισχύει τὴν οἰκονομίαν πολλῶν ξένων χωρῶν. xyxy=(1208,837,1387,882)
paragraph: ΧΕ ΣΑΝ, 15. (Ρώυτερ).— Ὁ στρατηγὸς Χοὰνγκ Σουὰν Λὰμ δηλώνει ὅτι τὰ στρατεύματά του ἀπέκοψαν τὴν διάβασιν Χὸ Τσὶ Μὶνχ, διὰ τῆς ὁποίας διοχετεύοντο ἐφόδια πρὸς τὸ Νότιον Βιετνὰμ. Ἀμερικανικὰ βομβαρδιστικὰ ἐπραγματοποίησαν ἐπιδρομὰς ἐντὸς τοῦ Βορείου Βιετνὰμ, πλήξαντα ἀντιαεροπορικὰς θέσεις καὶ ἀποθήκας καυσίμων εἰς τὴν περιοχὴν τῆς ἀποστρατιωτικοποιημένης ζώνης. xyxy=(638,817,817,939)
paragraph: ΝΕΑ ΥΟΡΚΗ, 15. (Ρώυτερ).— Κατὰ πληροφορίας ἐκ τοῦ Ὀργανισμοῦ Ἡνωμένων Ἐθνῶν, ἡ Αἴγυπτος ἐδέχθη τὴν πρότασιν νὰ ἐγκατασταθοῦν ξέναι ἔνοπλοι δυνάμεις εἰς τὴν χερσόνησον τοῦ Σινᾶ, ὑπὸ τὸν ὅρον ὅτι τὸ Ἰσραὴλ θὰ ἀποσύρῃ μέρος τῶν στρατευμάτων του ἀπὸ τὰ κατεχόμενα ἐδάφη. Ὁ πρόεδρος Σαντὰτ συνηντήθη μὲ τὸν πρόεδρον Τίτο, ὁ ὁποῖος ἐφέρετο ὡς κομιστὴς μυστικῶν μηνυμάτων τῶν Νίξον καὶ Χήθ. Αἱ διαπραγματεύσεις ὑπὸ τὴν αἰγίδα τοῦ κ. Γιάρινγκ συνεχίζονται. xyxy=(827,1566,1007,1712)
article-body xyxy=(459,489,630,533)
headline: Ο ΣΕΕΛ ΜΕΤΑΒΑΙΝΕΙ ΕΙΣ ΟΥΑΣΙΓΚΤΩΝ ΔΙΑ ΣΥΝΟΜΙΛΙΑΣ xyxy=(472,352,617,379)
article-french-pilots xyxy=(459,726,630,815)
headline: ΑΜΥΔΡΑΙ ΕΛΠΙΔΕΣ ΛΥΣΕΩΣ ΤΗΣ ΑΠΕΡΓΙΑΣ ΤΩΝ ΤΑΧΥΔΡΟΜΙΚΩΝ ΕΙΣ ΤΗΝ ΑΓΓΛΙΑΝ xyxy=(478,200,610,253)
lottery-line: 4315 7353 12730 15074 xyxy=(56,1729,160,1740)
article-laos-offensive xyxy=(638,20,1196,607)
article-desalination xyxy=(459,1077,630,1142)
paragraph: ΝΕΑ ΥΟΡΚΗ, 15. (Ρώυτερ).— Κατὰ πληροφορίας ἐκ τοῦ Ὀργανισμοῦ Ἡνωμένων Ἐθνῶν, ἡ Αἴγυπτος ἐδέχθη τὴν πρότασιν νὰ ἐγκατασταθοῦν ξέναι ἔνοπλοι δυνάμεις εἰς τὴν χερσόνησον τοῦ Σινᾶ, ὑπὸ τὸν ὅρον ὅτι τὸ Ἰσραὴλ θὰ ἀποσύρῃ μέρος τῶν στρατευμάτων του ἀπὸ τὰ κατεχόμενα ἐδάφη. Ὁ πρόεδρος Σαντὰτ συνηντήθη μὲ τὸν πρόεδρον Τίτο, ὁ ὁποῖος ἐφέρετο ὡς κομιστὴς μυστικῶν μηνυμάτων τῶν Νίξον καὶ Χήθ. Αἱ διαπραγματεύσεις ὑπὸ τὴν αἰγίδα τοῦ κ. Γιάρινγκ συνεχίζονται. xyxy=(638,1552,817,1698)
section-heading: ΥΠΟ ΔΙΡΙΣΜΕΝΟΥΣ ΟΡΟΥΣ xyxy=(94,607,206,617)
article-weather xyxy=(459,830,630,907)
article-body xyxy=(56,750,443,1069)
article-archbishop-america xyxy=(1208,1215,1575,1324)
article-berlin-proposals xyxy=(1208,20,1575,381)
article-body xyxy=(638,691,1196,1059)
paragraph: ΝΕΑ ΥΟΡΚΗ, 15. (Ρώυτερ).— Κατὰ πληροφορίας ἐκ τοῦ Ὀργανισμοῦ Ἡνωμένων Ἐθνῶν, ἡ Αἴγυπτος ἐδέχθη τὴν πρότασιν νὰ ἐγκατασταθοῦν ξέναι ἔνοπλοι δυνάμεις εἰς τὴν χερσόνησον τοῦ Σινᾶ, ὑπὸ τὸν ὅρον ὅτι τὸ Ἰσραὴλ θὰ ἀποσύρῃ μέρος τῶν στρατευμάτων του ἀπὸ τὰ κατεχόμενα ἐδάφη. Ὁ πρόεδρος Σαντὰτ συνηντήθη μὲ τὸν πρόεδρον Τίτο, ὁ ὁποῖος ἐφέρετο ὡς κομιστὴς μυστικῶν μηνυμάτων τῶν Νίξον καὶ Χήθ. Αἱ διαπραγματεύσεις ὑπὸ τὴν αἰγίδα τοῦ κ. Γιάρινγκ συνεχίζονται. xyxy=(1017,1566,1196,1712)
lottery-line: 17123 20902 20994 25572 xyxy=(187,1630,301,1641)
paragraph: ΠΑΡΙΣΙΟΙ, 15. (Γαλλ. Πρακτ.).— Ὁ Γάλλος ὁδηγὸς αὐτοκινήτων Ζὰν Πιὲρ Μπελτουὰζ, ὁ ὁποῖος ἐτραυματίσθη κατὰ τὸν ἀγῶνα τοῦ Μπουένος Ἄιρες, δὲν θὰ λάβῃ μέρος εἰς τὰ ἑπόμενα «Γκρὰν Πρί» τῆς Νοτίου Ἀφρικῆς καὶ τῆς Ἱσπανίας, ἀνεκοίνωσεν ἡ ὁμάς του. xyxy=(254,1406,443,1485)
article-world-exports xyxy=(459,457,630,532)
article-body xyxy=(638,206,1196,607)
paragraph: ΠΑΡΙΣΙΟΙ, 15. (Ἠνωμ. Τύπος).— Ὁ στρατηγὸς Ἀλὲν ντὲ Μπουασιέ διωρίσθη ἀρχηγὸς Ἐπιτελείου. xyxy=(459,1188,630,1222)
section-heading: ΡΩΣΣΙΚΑΙ ΠΡΟΣΠΑΘΕΙΑΙ xyxy=(676,1539,780,1549)
paragraph: ΟΥΑΣΙΓΚΤΩΝ, 15. (Ἠνωμ. Τύπος).— Τὸ πρόγραμμα δημιουργίας ἀποθεμάτων στρατηγικῶν ὑλῶν ἐνισχύει τὴν οἰκονομίαν πολλῶν ξένων χωρῶν. xyxy=(1397,809,1575,853)
paragraph: ΠΑΡΙΣΙΟΙ, 15. (Γαλλ. Πρακτ.).— Ὁ Γάλλος ὁδηγὸς αὐτοκινήτων Ζὰν Πιὲρ Μπελτουὰζ, ὁ ὁποῖος ἐτραυματίσθη κατὰ τὸν ἀγῶνα τοῦ Μπουένος Ἄιρες, δὲν θὰ λάβῃ μέρος εἰς τὰ ἑπόμενα «Γκρὰν Πρί» τῆς Νοτίου Ἀφρικῆς καὶ τῆς Ἱσπανίας, ἀνεκοίνωσεν ἡ ὁμάς του. xyxy=(254,1488,443,1565)
paragraph: ΣΑΪΓΚΟΝ, 15. (Ἀσ. Πρές).— Τὰ βιετναμικὰ στρατεύματα προελαύνουν κατὰ τὴν σήμερον ἡμέραν μὲ βραδύτερον ρυθμὸν εἰς τὸ ἔδαφος τοῦ Λάος. Αἱ δυνάμεις αὐτῶν, ὑποστηριζόμεναι ὑπὸ ἀμερικανικῶν ἐλικοπτέρων, ἀντιμετωπίζουν σποραδικὴν ἀντίστασιν ἐκ μέρους τῶν μονάδων τῶν κομμουνιστῶν. Σύμφωνα μὲ τὰς ἀνακοινώσεις τοῦ στρατηγείου, αἱ ἀπώλειαι τοῦ ἐχθροῦ ἀνέρχονται εἰς ἑκατοντάδας νεκρῶν. Κατὰ τὰς ἰδίας πληροφορίας, οἱ Βιὲτ Κὸνγκ ἀποφεύγουν τὰς μεγάλας συγκρούσεις καὶ ἀποσύρονται πρὸς τὰ ὀρεινὰ τμήματα τῆς χώρας, ἐνῷ αἱ ἐπιχειρήσεις εἰς Καμπότζην συνεχίζονται. xyxy=(1017,413,1196,603)
headline: ΤΟΠΙΚΑΣ ΝΕΦΕΛΩΔΗΣ ΠΡΟΒΛΕΠΕΤΑΙ Ο ΚΑΙΡΟΣ ΣΗΜΕΡΟΝ xyxy=(483,830,605,869)
paragraph: ΛΙΣΣΑΒΩΝ, 15. (Ρώυτερ).— Ἡ πορτογαλικὴ κυβέρνησις διέψευσε σήμερον κατηγορηματικῶς τὰς πληροφορίας ὅτι σκοπεύει νὰ παραχωρήσῃ ἀνεξαρτησίαν εἰς τὰς ἀφρικανικάς της κτήσεις. Ἀνακοινωθὲν τοῦ ὑπουργείου Ἐξωτερικῶν τονίζει ὅτι ἡ πολιτικὴ τῆς χώρας παραμένει ἀμετάβλητος. xyxy=(56,1140,244,1228)
paragraph: ΚΑΡΑΚΑΣ, 15. (Ἀσ. Πρές).— Ὁ πρεσβευτὴς τῆς Σοβιετικῆς Ἑνώσεως εἰς Βενεζουέλαν ἔφθασε σήμερον εἰς Καράκας διὰ νὰ ἀναλάβῃ τὰ καθήκοντά του. Εἶναι ὁ πρῶτος πρέσβυς τῆς Σοβιετικῆς Ἑνώσεως εἰς Βενεζουέλαν ἀπὸ τῆς διακοπῆς τῶν σχέσεων. xyxy=(459,95,630,184)
paragraph: ΓΛΑΣΚΩΒΗ, Σκωτία, 15. (Ρώυτερ).— Ὁ Βρεταννὸς ὑπουργὸς Ἐξωτερικῶν σὲρ Ἄλεκ Ντάγκλας Χιοὺμ κατεδίκασε μετὰ δριμύτητος τὰς διαδηλώσεις φοιτητῶν. xyxy=(1397,647,1575,691)
divider xyxy=(1208,704,1575,706)
divider xyxy=(1208,1207,1575,1209)
lottery-line: 57502 64465 71820 72162 xyxy=(187,1652,301,1663)
headline: ΤΟ ΠΡΟΓΡΑΜΜΑ ΔΗΜΙΟΥΡΓΙΑΣ ΑΠΟΘΕΜΑΤΩΝ ΥΠΟ ΤΗΣ ΑΜΕΡΙΚΑΝΙΚΗΣ ΚΥΒΕΡΝΗΣΕΩΣ ΕΝΙΣΧΥΕΙ ΤΗΝ ΟΙΚΟΝΟΜΙΑΝ ΞΕΝΩΝ ΧΩΡΩΝ xyxy=(1245,710,1538,756)
headline: ΘΑ ΕΞΑΧΘΗ ΤΕΛΙΚΩΣ ΕΙΣ ΗΝΩΜ. ΠΟΛΙΤΕΙΑΣ Ο «ΜΙΓΑΣ» ΤΟΥ ΒΕΛΑΣΚΕΘ xyxy=(1214,1003,1384,1039)
lottery-line: 4609 8742 12663 13974 xyxy=(187,1663,291,1674)
article-cyprus-refugees xyxy=(56,20,443,673)
headline: ΠΛΑΙΝΝΟΣΤΟΥΝ ΟΙ ΓΕΡΜΑΝΟΙ ΕΙΣ ΠΟΛΩΝΙΑΝ xyxy=(471,642,618,670)
article-body xyxy=(1208,1139,1575,1197)
divider xyxy=(459,194,630,195)
headline: ΑΜΕΡΙΚΑΝΟΕΒΡΑΙΟΙ ΠΡΟΚΑΛΟΥΝ ΕΠΕΙΣΟΔΙΑ xyxy=(484,923,604,951)
article-home-glasgow xyxy=(1208,572,1575,694)
article-nixon-message xyxy=(56,691,443,1069)
article-stockpile-program xyxy=(1208,712,1575,902)
article-body xyxy=(1208,450,1575,554)
paragraph: ΧΕ ΣΑΝ, 15. (Ρώυτερ).— Ὁ στρατηγὸς Χοὰνγκ Σουὰν Λὰμ δηλώνει ὅτι τὰ στρατεύματά του ἀπέκοψαν τὴν διάβασιν Χὸ Τσὶ Μὶνχ, διὰ τῆς ὁποίας διοχετεύοντο ἐφόδια πρὸς τὸ Νότιον Βιετνὰμ. Ἀμερικανικὰ βομβαρδιστικὰ ἐπραγματοποίησαν ἐπιδρομὰς ἐντὸς τοῦ Βορείου Βιετνὰμ, πλήξαντα ἀντιαεροπορικὰς θέσεις καὶ ἀποθήκας καυσίμων εἰς τὴν περιοχὴν τῆς ἀποστρατιωτικοποιημένης ζώνης. xyxy=(638,691,1007,1058)
lottery-line: οἱ λήγοντες εἰς 1. xyxy=(319,1718,408,1729)
lottery-line: 28860 30491 36117 44427 xyxy=(187,1641,301,1652)
paragraph: ΣΙΚΑΓΟΝ, 15. (Ἀσ. Πρές).— Ὁμὰς Ἑλληνορθοδόξων ἐπανέλαβε τὰς καταγγελίας της. xyxy=(1397,1287,1575,1320)
headline: Ἡ κυπριακὴ κυβέρνησις δέχεται ἐπάνοδον τῶν Τούρκων προσφύγων xyxy=(71,20,428,210)
article-body xyxy=(1208,160,1575,382)
paragraph: ΠΑΡΙΣΙΟΙ, 15. (Ρώυτερ).— Τὸ νέον αὐτοκίνητον θὰ διατεθῇ εἰς τὴν ἀγοράν. xyxy=(1214,946,1384,979)
section-heading: ΟΙΚΟΝΟΜΙΚΑΙ ΣΥΝΟΜΙΛΙΑΙ xyxy=(1430,264,1542,274)
article-uk-postal-strike xyxy=(459,201,630,336)
headline: Συμβιβαστικαὶ προτάσεις τῶν τριῶν Δυτικῶν διὰ τὸ θέμα τοῦ Βερολίνου xyxy=(1209,20,1574,107)
lottery-line: 16173 22491 29550 43899 xyxy=(56,1685,169,1696)
article-beltoise xyxy=(56,1354,443,1569)
lottery-line: Ὁ ἀριθμὸς 26241 κερδίζει 80.000 xyxy=(56,1630,208,1641)
paragraph: Κατὰ τὴν Ἐθνικὴν Μετεωρολογικὴν Ὑπηρεσίαν ὁ καιρὸς σήμερον θὰ εἶναι τοπικῶς νεφελώδης. xyxy=(459,873,630,907)
headline: ΜΕΓΑΛΗΝ ΑΠΕΡΓΙΑΝ ΕΚΗΡΥΞΑΝ ΟΙ ΓΑΛΛΟΙ ΠΙΛΟΤΟΙ xyxy=(490,724,597,764)
divider xyxy=(459,542,630,543)
divider xyxy=(56,1079,443,1081)
paragraph: ΧΕ ΣΑΝ, 15. (Ρώυτερ).— Ὁ στρατηγὸς Χοὰνγκ Σουὰν Λὰμ δηλώνει ὅτι τὰ στρατεύματά του ἀπέκοψαν τὴν διάβασιν Χὸ Τσὶ Μὶνχ, διὰ τῆς ὁποίας διοχετεύοντο ἐφόδια πρὸς τὸ Νότιον Βιετνὰμ. Ἀμερικανικὰ βομβαρδιστικὰ ἐπραγματοποίησαν ἐπιδρομὰς ἐντὸς τοῦ Βορείου Βιετνὰμ, πλήξαντα ἀντιαεροπορικὰς θέσεις καὶ ἀποθήκας καυσίμων εἰς τὴν περιοχὴν τῆς ἀποστρατιωτικοποιημένης ζώνης. xyxy=(827,732,1007,854)
subheadline: Μυστικὰ μηνύματα τῶν Νίξον καὶ Χὴθ διεβίβασεν ὁ Τίτο πρὸς τὸν Σαντάτ; xyxy=(639,1172,1195,1219)
headline: ΟΙ ΚΕΡΔΙΖΟΝΤΕΣ ΑΡΙΘΜΟΙ ΤΟΥ ΛΑ-Ι-ΚΟΥ ΛΑΧΕΙΟΥ xyxy=(97,1585,402,1603)
section-heading: ΕΙΣ ΤΟΝ ΑΝΑΤΟΛΙΚΟΝ ΤΟΜΕΑ xyxy=(853,401,981,411)
paragraph: ΧΕ ΣΑΝ, 15. (Ρώυτερ).— Ὁ στρατηγὸς Χοὰνγκ Σουὰν Λὰμ δηλώνει ὅτι τὰ στρατεύματά του ἀπέκοψαν τὴν διάβασιν Χὸ Τσὶ Μὶνχ, διὰ τῆς ὁποίας διοχετεύοντο ἐφόδια πρὸς τὸ Νότιον Βιετνὰμ. Ἀμερικανικὰ βομβαρδιστικὰ ἐπραγματοποίησαν ἐπιδρομὰς ἐντὸς τοῦ Βορείου Βιετνὰμ, πλήξαντα ἀντιαεροπορικὰς θέσεις καὶ ἀποθήκας καυσίμων εἰς τὴν περιοχὴν τῆς ἀποστρατιωτικοποιημένης ζώνης. xyxy=(638,691,817,814)
headline: ΤΟ «ΡΕΝΟ—17» ΘΑ ΠΩΛΗΤΑΙ ΑΠΟ ΤΟΝ ΟΚΤΩΒΡΙΟΝ xyxy=(1224,916,1374,940)
section-heading: ΠΥΡΑ ΕΙΣ ΑΜΜΑΝ xyxy=(1069,1553,1144,1563)
paragraph: ΝΕΑ ΥΟΡΚΗ, 15. (Ἀσ. Πρές).— Οἱ «Τάιμς» τῆς Νέας Ὑόρκης γράφουν σήμερον ὅτι αἱ Ἡνωμέναι Πολιτεῖαι, ἡ Βρεταννία καὶ ἡ Γαλλία ὑπέβαλον εἰς τὴν Σοβιετικὴν Ἕνωσιν συμβιβαστικὰς προτάσεις διὰ τὸ θέμα τοῦ Βερολίνου. Αἱ προτάσεις προβλέπουν τὴν ἐλευθέραν διέλευσιν μεταξὺ Δυτικοῦ Βερολίνου καὶ Δυτικῆς Γερμανίας. xyxy=(1208,262,1387,363)
article-body xyxy=(1214,1045,1384,1079)
column-1 xyxy=(56,20,443,2304)
divider xyxy=(459,1070,630,1071)
article-body xyxy=(459,874,630,908)
column-3 xyxy=(638,20,1196,2304)
paragraph: Τὴν ποθουμένην μου μητέρα, γιαγιάν καὶ ἀδελφὴν ΧΡΥΣΑΝΘΗ ΣΤΑΥΡΟΠΟΥΛΟΥ xyxy=(459,1262,630,1295)
article-body xyxy=(459,96,630,185)
paragraph: ΚΑΡΑΚΑΣ, Βενεζουέλα, 15. (Ἀσ. Πρές).— Αἱ ἀρχαὶ συνεχίζουν τὰς ἐρεύνας. xyxy=(1208,1139,1387,1171)
column-rule xyxy=(1202,20,1203,2304)
article-venezuela-banker xyxy=(1208,1106,1575,1197)
paragraph: ΚΑΡΑΚΑΣ, Βενεζουέλα, 15. (Ἀσ. Πρές).— Αἱ ἀρχαὶ συνεχίζουν τὰς ἐρεύνας. xyxy=(1397,1153,1575,1185)
section-heading: Ο ΦΟΡΟ ΕΙΣ ΙΣΡΑΗΛ xyxy=(1064,1390,1149,1400)
section-heading: ΑΙ ΣΚΕΨΕΙΣ ΤΗΣ ΣΑΪΓΚΟΝ xyxy=(673,944,783,954)
article-body xyxy=(1208,762,1575,901)
lottery-line: 64152 66421 68590 70012 xyxy=(319,1685,433,1696)
paragraph: ΟΥΑΣΙΓΚΤΩΝ, 15. (Ἠνωμ. Τύπος).— Τὸ πρόγραμμα δημιουργίας ἀποθεμάτων στρατηγικῶν ὑλῶν ἐνισχύει τὴν οἰκονομίαν πολλῶν ξένων χωρῶν. xyxy=(1397,856,1575,900)
divider xyxy=(459,918,630,919)
paragraph: ΤΖΑΚΑΡΤΑ, 15. (Ἠνωμ. Τύπος).— 26 ἄτομα ἀπέθανον ἐκ χολέρας. xyxy=(459,1037,630,1059)
lottery-line: Ἀνὰ 500 δρχ. κερδίζουν xyxy=(319,1707,428,1718)
lottery-line: 73920 74498 76775 79517 xyxy=(319,1696,433,1707)
subheadline: ΕΦΘΑΣΕΝ ΕΙΣ ΚΑΡΑΚΑΣ Ο ΡΩΣΟΣ ΠΡΕΣΒΕΥΤΗΣ xyxy=(459,70,630,93)
paragraph: ΓΛΑΣΚΩΒΗ, Σκωτία, 15. (Ρώυτερ).— Ὁ Βρεταννὸς ὑπουργὸς Ἐξωτερικῶν σὲρ Ἄλεκ Ντάγκλας Χιοὺμ κατεδίκασε μετὰ δριμύτητος τὰς διαδηλώσεις φοιτητῶν. xyxy=(1208,621,1575,691)
headline: ΑΠΕΚΟΠΗ Η ΔΙΑΒΑΣΙΣ ΧΟ ΤΣΙ ΜΙΝΧ ΕΠΙΔΡΟΜΑΙ ΕΝΤΟΣ ΤΟΥ ΒΟΡ. ΒΙΕΤΝΑΜ xyxy=(701,625,1133,686)
article-velazquez xyxy=(1208,999,1390,1088)
lottery-line: 26130 27451 29663 33182 xyxy=(187,1685,301,1696)
lottery-line: 12905 17291 19002 21006 xyxy=(56,1707,169,1718)
funeral-notices xyxy=(459,1241,630,1296)
subheadline: Νέαι ἐπιχειρήσεις εἰς Καμπότζην xyxy=(704,174,1130,200)
paragraph: ΧΕ ΣΑΝ, 15. (Ρώυτερ).— Ὁ στρατηγὸς Χοὰνγκ Σουὰν Λὰμ δηλώνει ὅτι τὰ στρατεύματά του ἀπέκοψαν τὴν διάβασιν Χὸ Τσὶ Μὶνχ, διὰ τῆς ὁποίας διοχετεύοντο ἐφόδια πρὸς τὸ Νότιον Βιετνὰμ. Ἀμερικανικὰ βομβαρδιστικὰ ἐπραγματοποίησαν ἐπιδρομὰς ἐντὸς τοῦ Βορείου Βιετνὰμ, πλήξαντα ἀντιαεροπορικὰς θέσεις καὶ ἀποθήκας καυσίμων εἰς τὴν περιοχὴν τῆς ἀποστρατιωτικοποιημένης ζώνης. xyxy=(1017,788,1196,910)
paragraph: ΚΗ ΜΠΙΣΚΑΪΗΝ, Φλωρίδα, 15. (Ἠνωμ. Τύπος).— Ὁ πρόεδρος Νίξον ἐτοιμάζει τὸ ἐτήσιον μήνυμά του πρὸς τὸ Κογκρέσσον διὰ τὴν ἐξωτερικὴν πολιτικήν, εἰς τὸ ὁποῖον θὰ ἀναφέρεται λεπτομερῶς εἰς τὰς συνομιλίας διὰ τὸν περιορισμὸν τῶν στρατηγικῶν ἐξοπλισμῶν. Κατὰ τὸν ἐκπρόσωπον τοῦ Λευκοῦ Οἴκου, τὸ μήνυμα θὰ περιλαμβάνῃ ἀνάλυσιν τῆς καταστάσεως εἰς τὴν Μέσην Ἀνατολήν, τὴν Ἰνδοκίναν καὶ τὴν Εὐρώπην. xyxy=(254,809,443,931)
lottery-line: Ὁ ἀριθμὸς 8027 κερδίζει 60.000 xyxy=(56,1652,203,1663)
paragraph: Ὁ κ. Κληρίδης ἐξέφρασε τὴν ἐλπίδα ὅτι αἱ προτάσεις θὰ γίνουν δεκταὶ καὶ ὅτι ἡ ἐπιστροφὴ θὰ ἀρχίσῃ ἐντὸς ὀλίγων ἑβδομάδων. Αἱ προτάσεις προβλέπουν τὴν ἀποκατάστασιν τῶν προσφύγων ὑπὸ ὡρισμένους ὅρους καὶ μὲ τὴν ἐγγύησιν τῆς κυβερνήσεως. xyxy=(56,287,443,665)
paragraph: ΛΕΥΚΩΣΙΑ, 15. (Τοῦ ἀνταποκριτοῦ μας).— Ὁ κ. Κληρίδης κατὰ τὴν συνάντησιν του μετὰ τοῦ Τουρκοκυπρίου ἡγέτου κ. Ντενκτὰς, ἐπέδωσεν εἰς αὐτὸν τὰς κυβερνητικὰς προτάσεις διὰ τὴν ἐπάνοδον τῶν Τούρκων προσφύγων εἰς τὰ χωριά των. Ταυτοχρόνως ὁ κ. Χατζησοφοκλέους τὸν κ. Κληρίδην ὅτι ἡ κυβέρνησις ἀντιμετωπίζει τὴν γενικὴν ἀποκατάστασιν τῶν προσφύγων εἰς 21 χωριὰ τῆς νήσου. Ἡ παράδοσις τουρκοκυπριακῶν ἐδαφῶν ἀποτελεῖ τὴν βάσιν τῶν συνομιλιῶν καὶ οἱ προτάσεις ἐξετάζονται ὑπὸ τῆς τουρκοκυπριακῆς ἡγεσίας. xyxy=(56,446,244,602)
headline: ΑΦΑΛΑΤΩΣΙΣ ΥΔΑΤΟΣ ΕΙΣ ΣΑΟΥΔΑΡΑΒΙΑΝ xyxy=(482,1075,606,1103)
paragraph: ΒΟΝΝΗ, 15. (Ἠνωμ. Τύπος).— Ἡ δυτικογερμανικὴ κυβέρνησις διέψευσε τὰς κατηγορίας τῶν Οὐγγρικῶν ἀρχῶν ὅτι ὁ ἐμπορικὸς ἀκόλουθος τῆς ἀποστολῆς της εἰς Βουδαπέστην ἀνεμίχθη εἰς κατασκοπείαν. xyxy=(1208,449,1387,515)
paragraph: ΟΥΑΣΙΓΚΤΩΝ, 15. (Ἠνωμ. Τύπος).— Τὸ πρόγραμμα δημιουργίας ἀποθεμάτων στρατηγικῶν ὑλῶν ἐνισχύει τὴν οἰκονομίαν πολλῶν ξένων χωρῶν. xyxy=(1397,761,1575,806)
paragraph: ΛΙΣΣΑΒΩΝ, 15. (Ρώυτερ).— Ἡ πορτογαλικὴ κυβέρνησις διέψευσε σήμερον κατηγορηματικῶς τὰς πληροφορίας ὅτι σκοπεύει νὰ παραχωρήσῃ ἀνεξαρτησίαν εἰς τὰς ἀφρικανικάς της κτήσεις. Ἀνακοινωθὲν τοῦ ὑπουργείου Ἐξωτερικῶν τονίζει ὅτι ἡ πολιτικὴ τῆς χώρας παραμένει ἀμετάβλητος. xyxy=(254,1246,443,1335)
paragraph: ΝΕΑ ΥΟΡΚΗ, 15. (Ρώυτερ).— Κατὰ πληροφορίας ἐκ τοῦ Ὀργανισμοῦ Ἡνωμένων Ἐθνῶν, ἡ Αἴγυπτος ἐδέχθη τὴν πρότασιν νὰ ἐγκατασταθοῦν ξέναι ἔνοπλοι δυνάμεις εἰς τὴν χερσόνησον τοῦ Σινᾶ, ὑπὸ τὸν ὅρον ὅτι τὸ Ἰσραὴλ θὰ ἀποσύρῃ μέρος τῶν στρατευμάτων του ἀπὸ τὰ κατεχόμενα ἐδάφη. Ὁ πρόεδρος Σαντὰτ συνηντήθη μὲ τὸν πρόεδρον Τίτο, ὁ ὁποῖος ἐφέρετο ὡς κομιστὴς μυστικῶν μηνυμάτων τῶν Νίξον καὶ Χήθ. Αἱ διαπραγματεύσεις ὑπὸ τὴν αἰγίδα τοῦ κ. Γιάρινγκ συνεχίζονται. xyxy=(1017,1240,1196,1385)
lottery-line: 52576 52483 54431 54745 xyxy=(319,1674,433,1685)
article-renault-17 xyxy=(1208,911,1390,989)
